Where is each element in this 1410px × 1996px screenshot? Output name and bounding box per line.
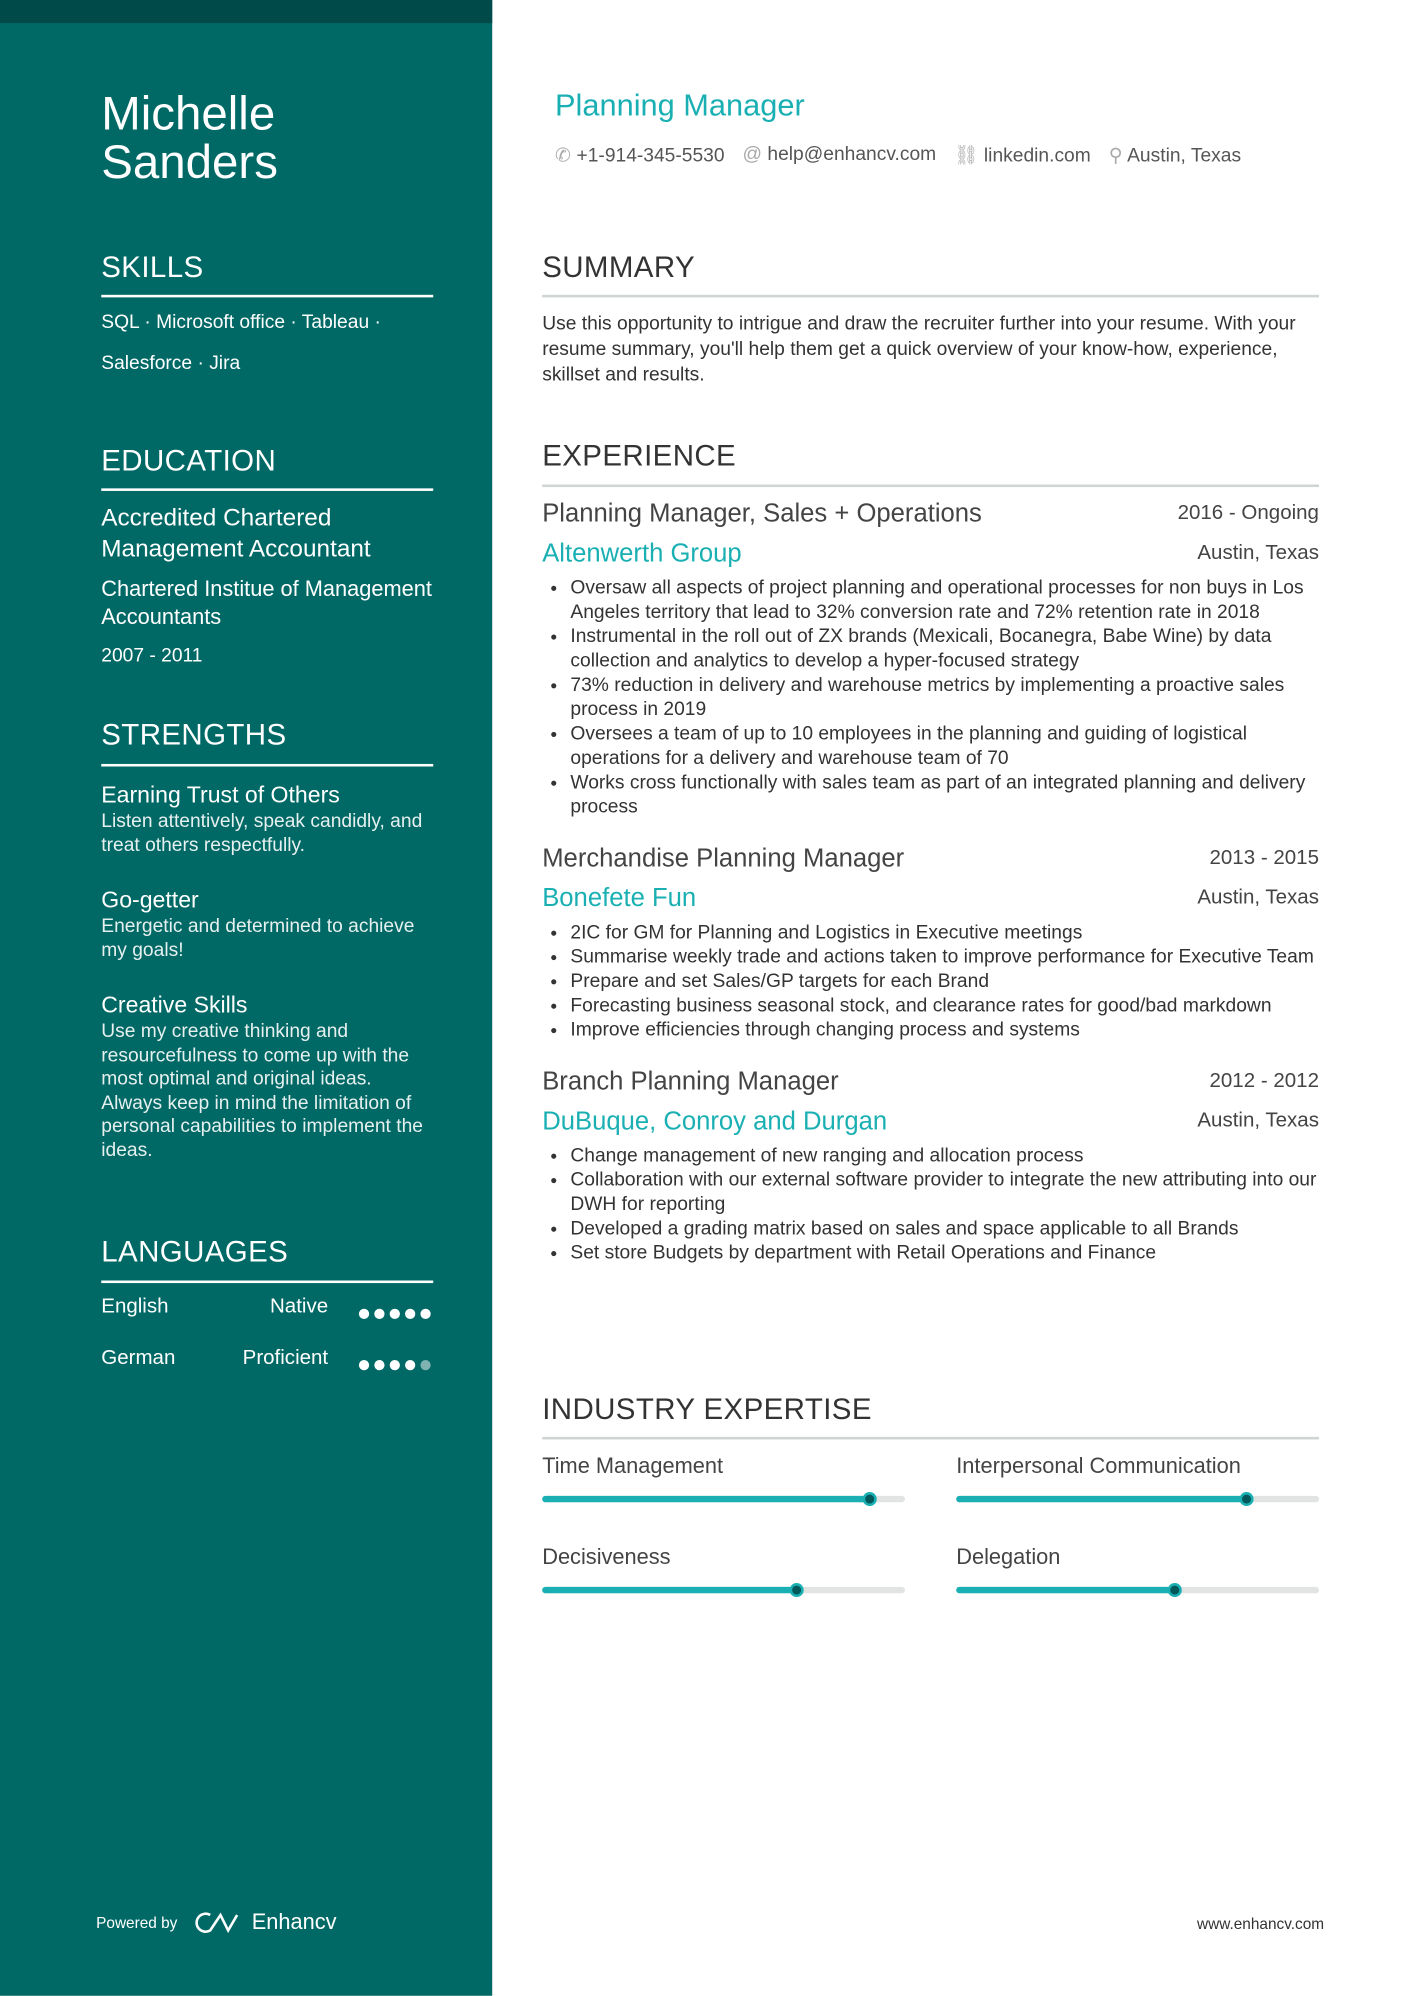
bullet-item: • Set store Budgets by department with Retail Operations and Finance xyxy=(570,1241,1319,1265)
bullet-item: • Prepare and set Sales/GP targets for each Brand xyxy=(570,969,1319,993)
expertise-bar xyxy=(542,1496,905,1502)
language-rating-dots xyxy=(354,1302,431,1325)
job-entry xyxy=(542,845,1319,1042)
expertise-label: Time Management xyxy=(542,1453,724,1478)
location-pin-icon: ⚲ xyxy=(1108,144,1123,167)
bullet-item: • 2IC for GM for Planning and Logistics in Executive meetings xyxy=(570,920,1319,944)
job-location: Austin, Texas xyxy=(1197,1110,1319,1132)
experience-list xyxy=(542,500,1319,1265)
strength-title: Earning Trust of Others xyxy=(101,781,340,808)
language-row xyxy=(101,1347,433,1373)
job-title-header: Planning Manager xyxy=(555,88,805,124)
skills-divider xyxy=(101,295,433,298)
expertise-bar-fill xyxy=(956,1587,1174,1593)
education-degree: Accredited Chartered Management Accountant xyxy=(101,505,371,563)
job-location: Austin, Texas xyxy=(1197,887,1319,909)
rating-dot xyxy=(420,1309,430,1319)
bullet-item: • Summarise weekly trade and actions taken to improve performance for Executive Team xyxy=(570,945,1319,969)
job-bullets xyxy=(542,576,1319,820)
language-name: German xyxy=(101,1347,176,1369)
expertise-divider xyxy=(542,1437,1319,1440)
expertise-bar-knob xyxy=(1167,1583,1181,1597)
candidate-name: Michelle Sanders xyxy=(101,87,278,189)
strength-desc: Listen attentively, speak candidly, and treat others respectfully. xyxy=(101,810,423,856)
job-title: Planning Manager, Sales + Operations xyxy=(542,499,982,529)
rating-dot xyxy=(390,1360,400,1370)
expertise-label: Decisiveness xyxy=(542,1544,671,1569)
summary-heading: SUMMARY xyxy=(542,249,696,284)
job-dates: 2016 - Ongoing xyxy=(1177,502,1319,525)
rating-dot xyxy=(420,1360,430,1370)
contact-phone[interactable] xyxy=(555,144,725,167)
link-text: linkedin.com xyxy=(983,144,1091,167)
rating-dot xyxy=(390,1309,400,1319)
contact-location xyxy=(1109,144,1241,167)
job-title: Branch Planning Manager xyxy=(542,1067,839,1096)
bullet-item: • Improve efficiencies through changing process and systems xyxy=(570,1018,1319,1042)
company-name: Altenwerth Group xyxy=(542,539,742,568)
rating-dot xyxy=(359,1309,369,1319)
expertise-bar-knob xyxy=(1240,1492,1254,1506)
summary-divider xyxy=(542,295,1319,298)
powered-by-label: Powered by xyxy=(96,1913,178,1932)
job-title: Merchandise Planning Manager xyxy=(542,844,905,873)
rating-dot xyxy=(374,1309,384,1319)
expertise-bar-fill xyxy=(956,1496,1246,1502)
strength-desc: Use my creative thinking and resourcefulness to come up with the most optimal and original ideas. Always keep in mind the limitation of personal capabilities to implement the ideas. xyxy=(101,1020,423,1161)
phone-text: +1-914-345-5530 xyxy=(576,144,725,167)
strengths-list xyxy=(101,779,433,1162)
expertise-bar-knob xyxy=(862,1492,876,1506)
language-name: English xyxy=(101,1295,169,1318)
bullet-item: • Collaboration with our external software provider to integrate the new attributing into our DWH for reporting xyxy=(570,1168,1319,1217)
experience-divider xyxy=(542,485,1319,488)
rating-dot xyxy=(359,1360,369,1370)
skills-line-1: SQL · Microsoft office · Tableau · xyxy=(101,311,381,334)
strength-title: Creative Skills xyxy=(101,992,248,1018)
enhancv-logo-icon xyxy=(193,1910,242,1936)
job-dates: 2012 - 2012 xyxy=(1209,1070,1319,1093)
bullet-item: • Oversees a team of up to 10 employees in the planning and guiding of logistical operations for a delivery and warehouse team of 70 xyxy=(570,722,1319,771)
education-divider xyxy=(101,488,433,491)
sidebar-top-bar xyxy=(0,0,492,23)
skills-heading: SKILLS xyxy=(101,249,204,284)
bullet-item: • Developed a grading matrix based on sales and space applicable to all Brands xyxy=(570,1216,1319,1240)
strength-item xyxy=(101,884,433,962)
languages-heading: LANGUAGES xyxy=(101,1234,289,1268)
strengths-heading: STRENGTHS xyxy=(101,717,287,752)
job-dates: 2013 - 2015 xyxy=(1209,847,1319,870)
bullet-item: • Oversaw all aspects of project planning and operational processes for non buys in Los Angeles territory that lead to 32% conversion rate and 72% retention rate in 2018 xyxy=(570,576,1319,625)
job-location: Austin, Texas xyxy=(1197,542,1319,564)
expertise-heading: INDUSTRY EXPERTISE xyxy=(542,1392,872,1426)
contact-row xyxy=(555,144,1241,167)
company-name: DuBuque, Conroy and Durgan xyxy=(542,1107,888,1136)
job-entry xyxy=(542,500,1319,819)
bullet-item: • Instrumental in the roll out of ZX brands (Mexicali, Bocanegra, Babe Wine) by data collection and analytics to develop a hyper-focused strategy xyxy=(570,624,1319,673)
language-rating-dots xyxy=(354,1354,431,1377)
powered-by xyxy=(96,1910,336,1936)
summary-text: Use this opportunity to intrigue and draw the recruiter further into your resume. With your resume summary, you'll help them get a quick overview of your know-how, experience, skillset and results. xyxy=(542,312,1296,386)
enhancv-brand: Enhancv xyxy=(251,1909,337,1935)
strengths-divider xyxy=(101,764,433,767)
expertise-bar xyxy=(542,1587,905,1593)
bullet-item: • 73% reduction in delivery and warehouse metrics by implementing a proactive sales process in 2019 xyxy=(570,673,1319,722)
expertise-bar-knob xyxy=(790,1583,804,1597)
bullet-item: • Works cross functionally with sales team as part of an integrated planning and delivery process xyxy=(570,770,1319,819)
sidebar xyxy=(0,0,492,1996)
rating-dot xyxy=(374,1360,384,1370)
job-entry xyxy=(542,1068,1319,1265)
link-icon: ⛓ xyxy=(954,144,979,167)
company-name: Bonefete Fun xyxy=(542,884,697,913)
language-row xyxy=(101,1296,433,1322)
rating-dot xyxy=(405,1360,415,1370)
phone-icon: ✆ xyxy=(555,144,572,167)
education-dates: 2007 - 2011 xyxy=(101,644,203,667)
language-level: Proficient xyxy=(242,1347,329,1369)
footer-url[interactable]: www.enhancv.com xyxy=(1197,1915,1325,1933)
language-level: Native xyxy=(269,1295,329,1318)
bullet-item: • Forecasting business seasonal stock, and clearance rates for good/bad markdown xyxy=(570,993,1319,1017)
location-text: Austin, Texas xyxy=(1127,144,1242,167)
expertise-bar-fill xyxy=(542,1496,868,1502)
expertise-label: Interpersonal Communication xyxy=(956,1453,1241,1478)
job-bullets xyxy=(542,1143,1319,1265)
languages-divider xyxy=(101,1281,433,1284)
strength-desc: Energetic and determined to achieve my goals! xyxy=(101,915,415,961)
expertise-bar-fill xyxy=(542,1587,796,1593)
expertise-bar xyxy=(956,1587,1319,1593)
expertise-bar xyxy=(956,1496,1319,1502)
email-text: help@enhancv.com xyxy=(767,143,937,166)
experience-heading: EXPERIENCE xyxy=(542,438,737,472)
at-icon: @ xyxy=(742,143,763,166)
contact-email[interactable] xyxy=(743,144,937,167)
contact-link[interactable] xyxy=(954,144,1091,167)
bullet-item: • Change management of new ranging and allocation process xyxy=(570,1143,1319,1167)
skills-line-2: Salesforce · Jira xyxy=(101,352,241,375)
rating-dot xyxy=(405,1309,415,1319)
expertise-label: Delegation xyxy=(956,1544,1061,1569)
strength-title: Go-getter xyxy=(101,887,199,913)
education-heading: EDUCATION xyxy=(101,443,277,477)
job-bullets xyxy=(542,920,1319,1042)
strength-item xyxy=(101,990,433,1163)
strength-item xyxy=(101,779,433,857)
education-institution: Chartered Institue of Management Accountants xyxy=(101,576,432,630)
